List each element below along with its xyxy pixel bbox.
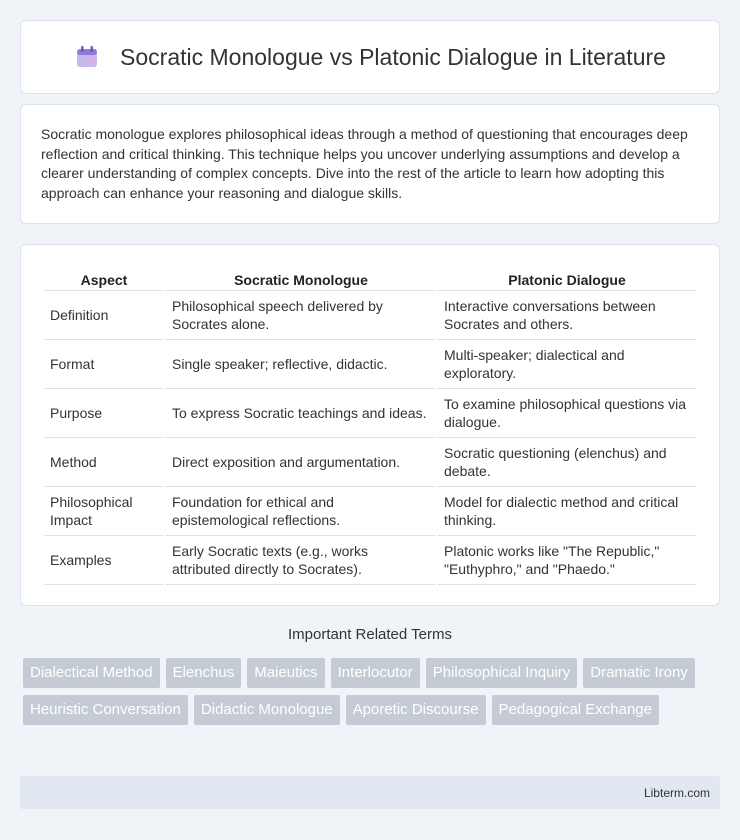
table-cell: Single speaker; reflective, didactic. xyxy=(166,340,436,389)
table-cell: To examine philosophical questions via dialogue. xyxy=(438,389,696,438)
table-row xyxy=(44,438,696,487)
term-tag[interactable]: Pedagogical Exchange xyxy=(492,695,659,725)
intro-text: Socratic monologue explores philosophical ideas through a method of questioning that encourages deep reflection and critical thinking. This technique helps you uncover underlying assumptions and develop a clearer understanding of complex concepts. Dive into the rest of the article to learn how adopting this approach can enhance your reasoning and dialogue skills. xyxy=(41,126,688,201)
term-tag[interactable]: Maieutics xyxy=(247,658,324,688)
table-cell: To express Socratic teachings and ideas. xyxy=(166,389,436,438)
table-cell: Direct exposition and argumentation. xyxy=(166,438,436,487)
table-cell: Interactive conversations between Socrates and others. xyxy=(438,291,696,340)
table-header-row xyxy=(44,263,696,291)
table-row xyxy=(44,340,696,389)
table-cell: Philosophical Impact xyxy=(44,487,164,536)
table-cell: Early Socratic texts (e.g., works attributed directly to Socrates). xyxy=(166,536,436,585)
comparison-table xyxy=(42,263,698,585)
table-cell: Definition xyxy=(44,291,164,340)
footer-site-link[interactable]: Libterm.com xyxy=(643,785,710,800)
term-tag[interactable]: Interlocutor xyxy=(331,658,420,688)
footer xyxy=(20,776,720,809)
table-cell: Socratic questioning (elenchus) and debate. xyxy=(438,438,696,487)
page-title: Socratic Monologue vs Platonic Dialogue in Literature xyxy=(120,43,666,70)
table-row xyxy=(44,389,696,438)
term-tag[interactable]: Dialectical Method xyxy=(23,658,160,688)
table-cell: Foundation for ethical and epistemological reflections. xyxy=(166,487,436,536)
column-header: Socratic Monologue xyxy=(166,263,436,291)
related-terms-list xyxy=(23,658,723,725)
table-cell: Examples xyxy=(44,536,164,585)
header-card xyxy=(20,20,720,94)
term-tag[interactable]: Dramatic Irony xyxy=(583,658,695,688)
term-tag[interactable]: Philosophical Inquiry xyxy=(426,658,578,688)
column-header: Aspect xyxy=(44,263,164,291)
table-cell: Platonic works like "The Republic," "Euthyphro," and "Phaedo." xyxy=(438,536,696,585)
intro-card xyxy=(20,104,720,224)
comparison-table-card xyxy=(20,244,720,606)
column-header: Platonic Dialogue xyxy=(438,263,696,291)
table-row xyxy=(44,536,696,585)
term-tag[interactable]: Didactic Monologue xyxy=(194,695,340,725)
term-tag[interactable]: Elenchus xyxy=(166,658,242,688)
related-terms-title: Important Related Terms xyxy=(288,626,452,643)
table-cell: Model for dialectic method and critical thinking. xyxy=(438,487,696,536)
table-cell: Format xyxy=(44,340,164,389)
table-cell: Purpose xyxy=(44,389,164,438)
table-cell: Method xyxy=(44,438,164,487)
table-cell: Philosophical speech delivered by Socrates alone. xyxy=(166,291,436,340)
table-row xyxy=(44,487,696,536)
term-tag[interactable]: Heuristic Conversation xyxy=(23,695,188,725)
term-tag[interactable]: Aporetic Discourse xyxy=(346,695,486,725)
table-cell: Multi-speaker; dialectical and exploratory. xyxy=(438,340,696,389)
table-row xyxy=(44,291,696,340)
calendar-icon xyxy=(74,44,100,70)
